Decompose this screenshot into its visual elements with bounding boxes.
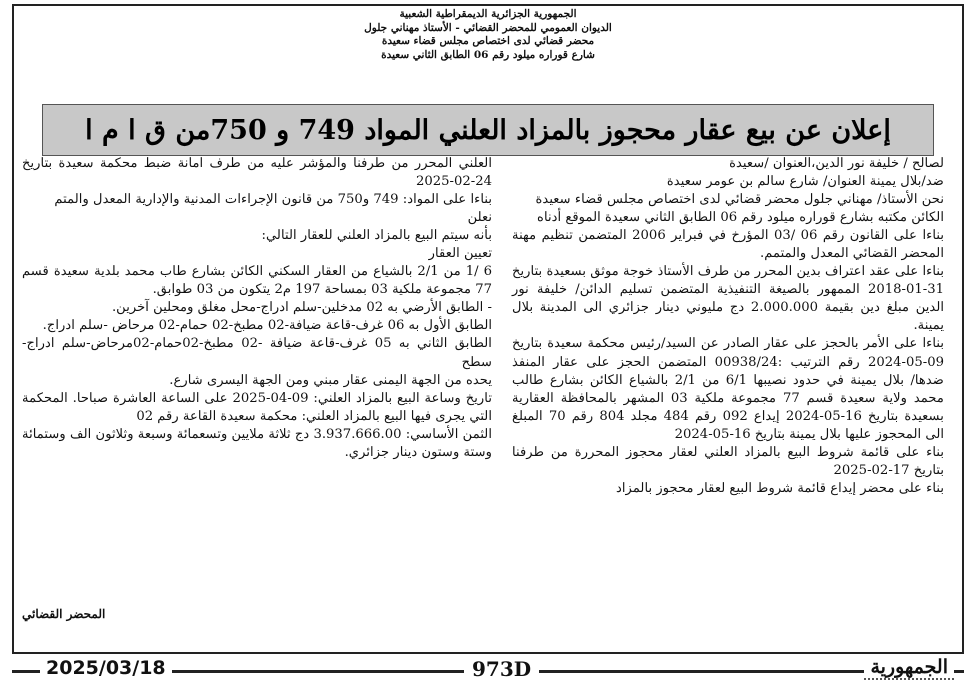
paragraph: بناءا على القانون رقم 06 /03 المؤرخ في فبراير 2006 المتضمن تنظيم مهنة المحضر القضائي المعدل والمتمم. (512, 228, 944, 262)
paragraph: بناءا على المواد: 749 و750 من قانون الإجراءات المدنية والإدارية المعدل والمتم (54, 192, 492, 208)
paragraph: بأنه سيتم البيع بالمزاد العلني للعقار التالي: (261, 228, 492, 244)
paragraph: الثمن الأساسي: 3.937.666.00 دج ثلاثة ملايين وتسعمائة وسبعة وثلاثون الف وستمائة وستة وستون دينار جزائري. (22, 426, 492, 460)
paragraph: 6 /1 من 2/1 بالشياع من العقار السكني الكائن بشارع طاب محمد بلدية سعيدة قسم 77 مجموعة ملكية 03 بمساحة 197 م2 يتكون من 03 طوابق. (22, 264, 492, 298)
paragraph: بناءا على الأمر بالحجز على عقار الصادر عن السيد/رئيس محكمة سعيدة بتاريخ 09-05-2024 رقم الترتيب :00938/24 المتضمن الحجز على عقار المنفذ ضدها/ بلال يمينة في حدود نصيبها 6/1 من 2/1 بالشياع الكائن بشارع طالب محمد ولاية سعيدة قسم 77 مجموعة ملكية 03 المشهر بالمحافظة العقارية بسعيدة بتاريخ 16-05-2024 إيداع 092 رقم 484 مجلد 804 رقم 70 المبلغ الى المحجوز عليها بلال يمينة بتاريخ 16-05-2024 (512, 336, 944, 442)
paragraph: العلني المحرر من طرفنا والمؤشر عليه من طرف امانة ضبط محكمة سعيدة بتاريخ 24-02-2025 (22, 156, 492, 190)
signature: المحضر القضائي (22, 607, 106, 621)
paragraph: بناء على محضر إيداع قائمة شروط البيع لعقار محجوز بالمزاد (616, 480, 944, 496)
issue-number: 973D (464, 657, 539, 681)
paragraph: يحده من الجهة اليمنى عقار مبني ومن الجهة اليسرى شارع. (169, 372, 492, 388)
header-line-2: الديوان العمومي للمحضر القضائي - الأستاذ مهناني جلول (364, 21, 612, 34)
paragraph: نعلن (467, 210, 492, 226)
header-line-1: الجمهورية الجزائرية الديمقراطية الشعبية (399, 8, 577, 20)
title-banner (42, 104, 934, 156)
paragraph: الطابق الثاني به 05 غرف-قاعة ضيافة -02 مطبخ-02حمام-02مرحاض-سلم ادراج-سطح (22, 336, 492, 370)
paragraph: - الطابق الأرضي به 02 مدخلين-سلم ادراج-محل مغلق ومحلين آخرين. (111, 300, 492, 316)
header-line-4: شارع قوراره ميلود رقم 06 الطابق الثاني سعيدة (381, 48, 595, 61)
left-column-text (22, 155, 492, 462)
paragraph: ضد/بلال يمينة العنوان/ شارع سالم بن عومر سعيدة (666, 174, 944, 190)
publication-date: 2025/03/18 (40, 657, 172, 679)
newspaper-logo: الجمهورية (864, 656, 954, 680)
paragraph: لصالح / خليفة نور الدين،العنوان /سعيدة (729, 156, 944, 171)
right-column-text (512, 155, 944, 498)
paragraph: نحن الأستاذ/ مهناني جلول محضر قضائي لدى اختصاص مجلس قضاء سعيدة (535, 192, 944, 208)
paragraph: بناء على قائمة شروط البيع بالمزاد العلني لعقار محجوز المحررة من طرفنا بتاريخ 17-02-2025 (512, 444, 944, 478)
paragraph: الطابق الأول به 06 غرف-قاعة ضيافة-02 مطبخ-02 حمام-02 مرحاض -سلم ادراج. (42, 318, 492, 334)
announcement-title: إعلان عن بيع عقار محجوز بالمزاد العلني المواد 749 و 750من ق ا م ا (85, 114, 891, 146)
paragraph: تعيين العقار (428, 246, 492, 262)
paragraph: تاريخ وساعة البيع بالمزاد العلني: 09-04-2025 على الساعة العاشرة صباحا. المحكمة التي يجرى فيها البيع بالمزاد العلني: محكمة سعيدة القاعة رقم 02 (22, 390, 492, 424)
paragraph: الكائن مكتبه بشارع قوراره ميلود رقم 06 الطابق الثاني سعيدة الموقع أدناه (537, 210, 944, 226)
issuer-header (14, 8, 962, 62)
paragraph: بناءا على عقد اعتراف بدين المحرر من طرف الأستاذ خوجة موثق بسعيدة بتاريخ 31-01-2018 الممهور بالصيغة التنفيذية المتضمن تسليم الدائن/ خليفة نور الدين مبلغ دين بقيمة 2.000.000 دج مليوني دينار جزائري الى المدينة بلال يمينة. (512, 264, 945, 334)
header-line-3: محضر قضائي لدى اختصاص مجلس قضاء سعيدة (381, 35, 595, 47)
page-footer (12, 656, 964, 684)
